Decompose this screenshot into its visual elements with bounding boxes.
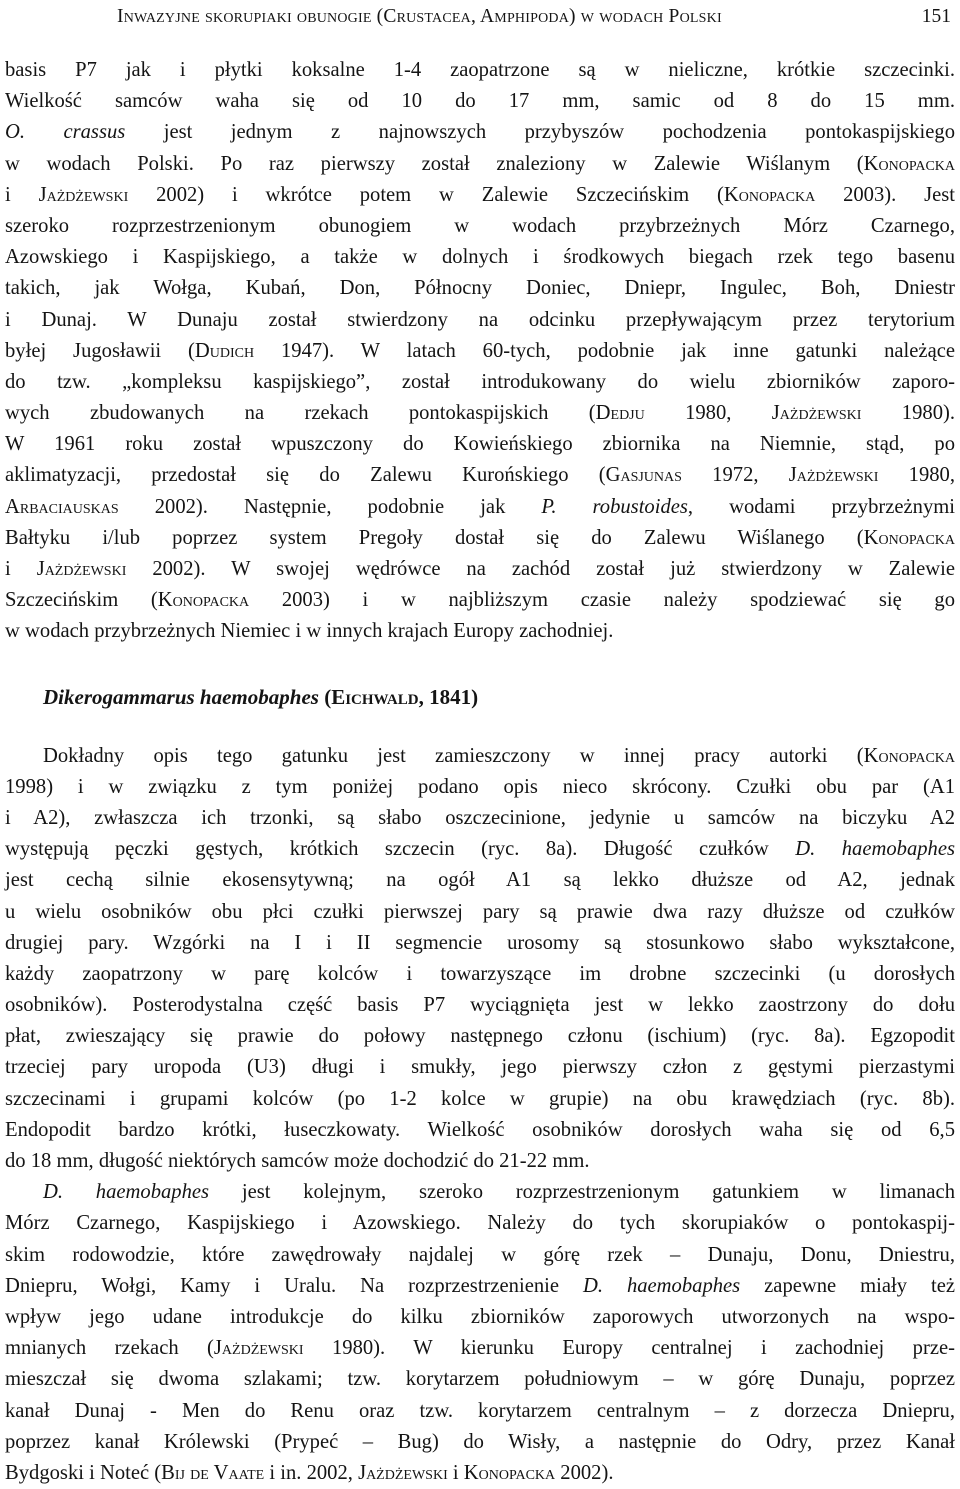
text-run: byłej Jugosławii (	[5, 339, 195, 362]
text-line	[5, 897, 955, 928]
text-run: i in. 2002,	[264, 1461, 359, 1484]
text-line	[5, 1458, 955, 1489]
citation-author: Konopacka	[863, 152, 955, 175]
text-run: basis P7 jak i płytki koksalne 1-4 zaopatrzone są w nieliczne, krótkie szczecinki.	[5, 59, 955, 81]
document-body	[5, 55, 955, 1489]
text-line	[5, 990, 955, 1021]
citation-author: Jażdżewski	[771, 402, 862, 425]
text-line	[5, 492, 955, 523]
text-line	[5, 523, 955, 554]
text-run: 1980). W kierunku Europy centralnej i zachodniej prze-	[303, 1337, 955, 1360]
text-run: 1980,	[878, 464, 955, 487]
text-line	[5, 305, 955, 336]
text-line	[5, 273, 955, 304]
text-line	[5, 616, 955, 647]
section-spacer	[5, 715, 955, 741]
text-run: takich, jak Wołga, Kubań, Don, Północny Doniec, Dniepr, Ingulec, Boh, Dniestr	[5, 277, 955, 300]
text-run: i	[5, 558, 37, 580]
text-run: Bałtyku i/lub poprzez system Pregoły dostał się do Zalewu Wiślanego (	[5, 526, 864, 549]
text-run: 1980).	[861, 402, 956, 425]
text-run: mnianych rzekach (	[5, 1337, 214, 1360]
text-run: trzeciej pary uropoda (U3) długi i smukły, jego pierwszy człon z gęstymi pierzastymi	[5, 1056, 955, 1079]
text-run: u wielu osobników obu płci czułki pierwszej pary są prawie dwa razy dłuższe od czułków	[5, 900, 955, 923]
text-run: 2002).	[555, 1461, 614, 1484]
text-line	[5, 429, 955, 460]
text-line	[5, 834, 955, 865]
text-run: drugiej pary. Wzgórki na I i II segmencie urosomy są stosunkowo słabo wykształcone,	[5, 931, 955, 954]
text-run: W 1961 roku został wpuszczony do Kowieńskiego zbiornika na Niemnie, stąd, po	[5, 433, 955, 456]
italic-taxon: O. crassus	[5, 121, 126, 144]
text-run: do 18 mm, długość niektórych samców może dochodzić do 21-22 mm.	[5, 1150, 590, 1172]
text-run: do tzw. „kompleksu kaspijskiego”, został introdukowany do wielu zbiorników zaporo-	[5, 370, 955, 393]
citation-author: Dedju	[595, 402, 645, 425]
text-run: 2002). W swojej wędrówce na zachód został już stwierdzony w Zalewie	[126, 558, 955, 580]
paragraph-description	[5, 741, 955, 1178]
text-run: i Dunaj. W Dunaju został stwierdzony na odcinku przepływającym przez terytorium	[5, 308, 955, 331]
text-run: jest cechą silnie ekosensytywną; na ogół A1 są lekko dłuższe od A2, jednak	[5, 869, 955, 892]
text-run: wpływ jego udane introdukcje do kilku zbiorników zaporowych utworzonych na wspo-	[5, 1305, 955, 1328]
text-line	[5, 1271, 955, 1302]
text-run: Mórz Czarnego, Kaspijskiego i Azowskiego. Należy do tych skorupiaków o pontokaspij-	[5, 1212, 955, 1235]
document-page	[5, 0, 956, 1484]
text-run: 2002) i wkrótce potem w Zalewie Szczecińskim (	[128, 183, 724, 206]
text-line	[5, 86, 955, 117]
text-run: płat, zwieszający się prawie do połowy następnego członu (ischium) (ryc. 8a). Egzopodit	[5, 1025, 955, 1048]
citation-author: Jażdżewski	[788, 464, 879, 487]
text-run: każdy zaopatrzony w parę kolców i towarzyszące im drobne szczecinki (u dorosłych	[5, 962, 955, 985]
citation-author: Jażdżewski	[358, 1461, 448, 1484]
text-line	[5, 1240, 955, 1271]
text-run: skim rodowodzie, które zawędrowały najdalej w górę rzek – Dunaju, Donu, Dniestru,	[5, 1243, 955, 1266]
running-header	[5, 2, 951, 32]
species-heading	[5, 679, 955, 715]
text-run: i	[5, 183, 39, 206]
text-run: 1998) i w związku z tym poniżej podano opis nieco skrócony. Czułki obu par (A1	[5, 775, 955, 798]
text-run: jest jednym z najnowszych przybyszów pochodzenia pontokaspijskiego	[125, 121, 955, 144]
text-run: występują pęczki gęstych, krótkich szczecin (ryc. 8a). Długość czułków	[5, 838, 796, 861]
text-line	[5, 1146, 955, 1177]
italic-taxon: P. robustoides	[541, 495, 688, 518]
paragraph-distribution	[5, 1177, 955, 1489]
section-spacer	[5, 648, 955, 679]
text-run: w wodach Polski. Po raz pierwszy został znaleziony w Zalewie Wiślanym (	[5, 152, 864, 175]
citation-author: Arbaciauskas	[5, 495, 119, 518]
running-title: Inwazyjne skorupiaki obunogie (Crustacea, Amphipoda) w wodach Polski	[117, 6, 722, 27]
text-line	[5, 585, 955, 616]
text-run: i	[447, 1461, 464, 1484]
text-run: Endopodit bardzo krótki, łuseczkowaty. Wielkość osobników dorosłych waha się od 6,5	[5, 1118, 955, 1141]
italic-taxon: D. haemobaphes	[582, 1274, 741, 1297]
text-run: 2002). Następnie, podobnie jak	[118, 495, 542, 518]
page-number: 151	[921, 6, 951, 27]
text-line	[5, 180, 955, 211]
italic-taxon: D. haemobaphes	[795, 838, 955, 861]
citation-author: Bij de Vaate	[161, 1461, 265, 1484]
citation-author: Konopacka	[723, 183, 816, 206]
citation-author: Gasjunas	[605, 464, 682, 487]
text-line	[5, 1427, 955, 1458]
text-run: Wielkość samców waha się od 10 do 17 mm, samic od 8 do 15 mm.	[5, 90, 955, 113]
citation-author: Jażdżewski	[38, 183, 129, 206]
text-run: 1972,	[681, 464, 789, 487]
text-run: i A2), zwłaszcza ich trzonki, są słabo oszczecinione, jedynie u samców na biczyku A2	[5, 806, 955, 829]
citation-author: Konopacka	[157, 589, 250, 612]
text-run: zapewne miały też	[740, 1274, 956, 1297]
text-line	[5, 149, 955, 180]
text-line	[5, 554, 955, 585]
text-line	[5, 1364, 955, 1395]
citation-author: Konopacka	[463, 1461, 556, 1484]
text-run: jest kolejnym, szeroko rozprzestrzenionym gatunkiem w limanach	[209, 1181, 955, 1204]
text-run: 2003). Jest	[815, 183, 956, 206]
species-name: Dikerogammarus haemobaphes	[43, 684, 319, 709]
text-run: aklimatyzacji, przedostał się do Zalewu Kurońskiego (	[5, 464, 606, 487]
text-line	[5, 211, 955, 242]
text-line	[5, 1396, 955, 1427]
text-run: kanał Dunaj - Men do Renu oraz tzw. korytarzem centralnym – z dorzecza Dniepru,	[5, 1399, 955, 1422]
text-run: w wodach przybrzeżnych Niemiec i w innych krajach Europy zachodniej.	[5, 620, 614, 643]
text-line	[5, 772, 955, 803]
text-line	[5, 865, 955, 896]
text-line	[5, 1333, 955, 1364]
text-line	[5, 55, 955, 86]
text-run: 1947). W latach 60-tych, podobnie jak inne gatunki należące	[254, 339, 955, 362]
text-line	[5, 1052, 955, 1083]
text-line	[5, 1084, 955, 1115]
text-line	[5, 117, 955, 148]
text-run: mieszczał się dwoma szlakami; tzw. korytarzem południowym – w górę Dunaju, poprzez	[5, 1368, 955, 1391]
text-line	[5, 398, 955, 429]
text-run: szczecinami i grupami kolców (po 1-2 kolce w grupie) na obu krawędziach (ryc. 8b).	[5, 1087, 955, 1110]
paragraph-crassus	[5, 55, 955, 648]
text-line	[5, 959, 955, 990]
text-line	[5, 1177, 955, 1208]
text-run: Szczecińskim (	[5, 589, 158, 612]
text-run: Dniepru, Wołgi, Kamy i Uralu. Na rozprzestrzenienie	[5, 1274, 583, 1297]
text-run: wych zbudowanych na rzekach pontokaspijskich (	[5, 402, 596, 425]
citation-author: Konopacka	[863, 744, 955, 767]
text-run: Dokładny opis tego gatunku jest zamieszczony w innej pracy autorki (	[43, 744, 864, 767]
species-author: Eichwald	[331, 684, 419, 709]
text-run: 2003) i w najbliższym czasie należy spodziewać się go	[249, 589, 955, 612]
species-author-open: (	[318, 684, 332, 709]
text-run: osobników). Posterodystalna część basis P7 wyciągnięta jest w lekko zaostrzony do dołu	[5, 994, 955, 1017]
citation-author: Jażdżewski	[213, 1337, 304, 1360]
text-line	[5, 367, 955, 398]
text-line	[5, 242, 955, 273]
text-run: poprzez kanał Królewski (Prypeć – Bug) do Wisły, a następnie do Odry, przez Kanał	[5, 1430, 955, 1453]
text-run: szeroko rozprzestrzenionym obunogiem w wodach przybrzeżnych Mórz Czarnego,	[5, 214, 955, 237]
text-line	[5, 336, 955, 367]
text-line	[5, 1302, 955, 1333]
text-run: 1980,	[644, 402, 772, 425]
text-line	[5, 1021, 955, 1052]
text-line	[5, 928, 955, 959]
text-run: , wodami przybrzeżnymi	[687, 495, 955, 518]
text-run: Azowskiego i Kaspijskiego, a także w dolnych i środkowych biegach rzek tego basenu	[5, 246, 955, 269]
text-line	[5, 1208, 955, 1239]
text-line	[5, 1115, 955, 1146]
citation-author: Konopacka	[863, 526, 955, 549]
citation-author: Jażdżewski	[36, 558, 127, 580]
italic-taxon: D. haemobaphes	[43, 1181, 210, 1204]
text-line	[5, 460, 955, 491]
text-line	[5, 741, 955, 772]
text-run: Bydgoski i Noteć (	[5, 1461, 162, 1484]
citation-author: Dudich	[194, 339, 255, 362]
species-author-year: , 1841)	[418, 684, 479, 709]
text-line	[5, 803, 955, 834]
